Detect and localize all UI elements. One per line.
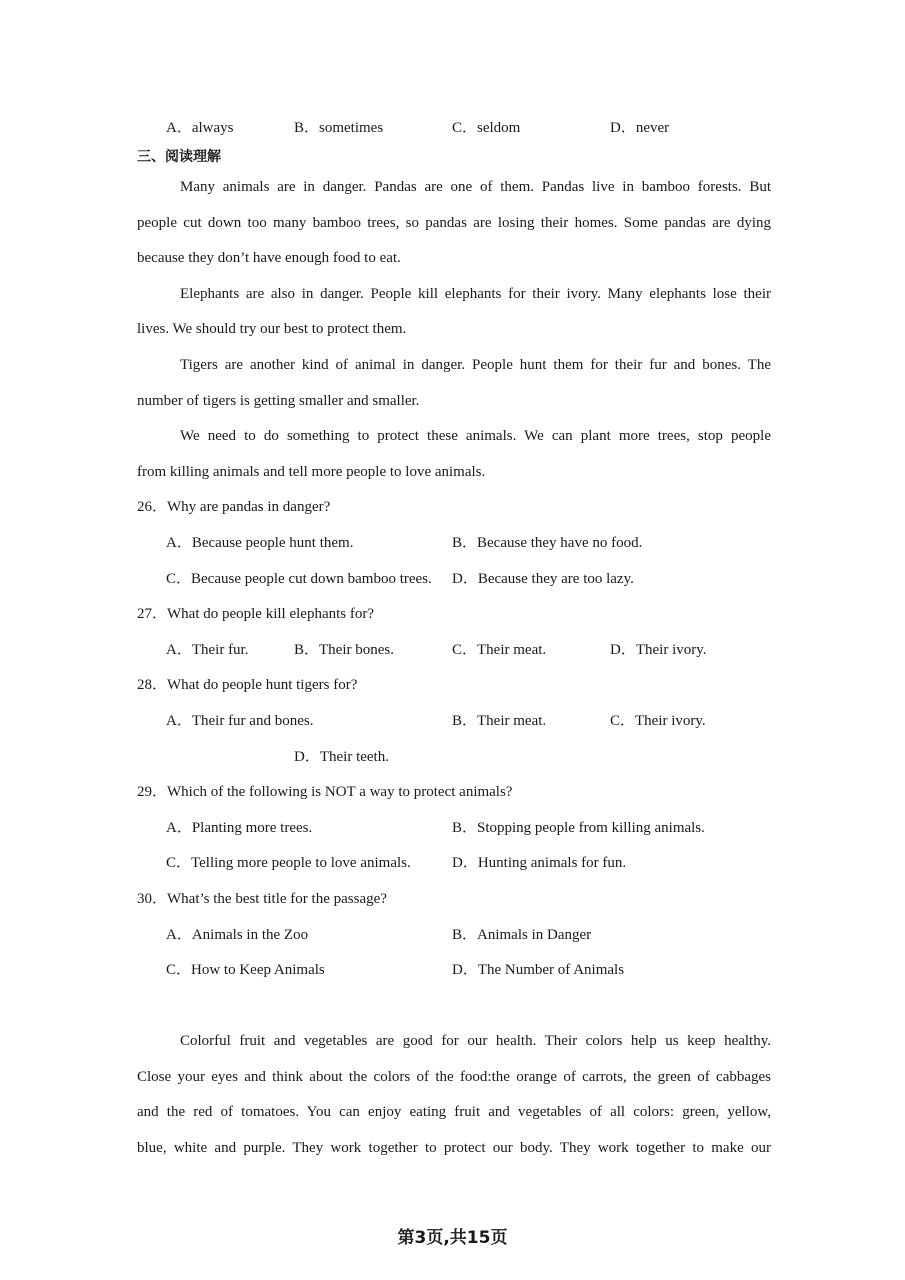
q28-option-a: A．Their fur and bones. bbox=[166, 713, 314, 729]
q26-option-a: A．Because people hunt them. bbox=[166, 535, 354, 551]
q29-option-a: A．Planting more trees. bbox=[166, 820, 313, 836]
page-number-footer: 第3页,共15页 bbox=[397, 1228, 508, 1248]
q25-option-a: A．always bbox=[166, 120, 234, 136]
q29-stem: 29．Which of the following is NOT a way to protect animals? bbox=[137, 784, 513, 800]
passage1-p3-line2: number of tigers is getting smaller and smaller. bbox=[137, 393, 420, 409]
passage1-p4-line1: We need to do something to protect these animals. We can plant more trees, stop people bbox=[180, 428, 771, 444]
q25-option-b: B．sometimes bbox=[294, 120, 384, 136]
passage1-p4-line2: from killing animals and tell more people to love animals. bbox=[137, 464, 486, 480]
q29-option-c: C．Telling more people to love animals. bbox=[166, 855, 411, 871]
q26-option-b: B．Because they have no food. bbox=[452, 535, 643, 551]
q30-option-b: B．Animals in Danger bbox=[452, 927, 592, 943]
q29-option-b: B．Stopping people from killing animals. bbox=[452, 820, 705, 836]
passage2-line3: and the red of tomatoes. You can enjoy eating fruit and vegetables of all colors: green, yellow, bbox=[137, 1104, 771, 1120]
q29-option-d: D．Hunting animals for fun. bbox=[452, 855, 627, 871]
q28-stem: 28．What do people hunt tigers for? bbox=[137, 677, 358, 693]
passage1-p2-line1: Elephants are also in danger. People kill elephants for their ivory. Many elephants lose their bbox=[180, 286, 771, 302]
q27-option-d: D．Their ivory. bbox=[610, 642, 707, 658]
passage1-p1-line2: people cut down too many bamboo trees, so pandas are losing their homes. Some pandas are dying bbox=[137, 215, 771, 231]
passage1-p3-line1: Tigers are another kind of animal in danger. People hunt them for their fur and bones. The bbox=[180, 357, 771, 373]
q25-option-c: C．seldom bbox=[452, 120, 521, 136]
q26-option-c: C．Because people cut down bamboo trees. bbox=[166, 571, 432, 587]
q30-option-c: C．How to Keep Animals bbox=[166, 962, 325, 978]
passage1-p1-line3: because they don’t have enough food to eat. bbox=[137, 250, 401, 266]
q30-option-d: D．The Number of Animals bbox=[452, 962, 625, 978]
q25-option-d: D．never bbox=[610, 120, 670, 136]
q27-option-b: B．Their bones. bbox=[294, 642, 394, 658]
q27-stem: 27．What do people kill elephants for? bbox=[137, 606, 375, 622]
q26-option-d: D．Because they are too lazy. bbox=[452, 571, 634, 587]
q27-option-a: A．Their fur. bbox=[166, 642, 249, 658]
q30-option-a: A．Animals in the Zoo bbox=[166, 927, 309, 943]
passage1-p2-line2: lives. We should try our best to protect them. bbox=[137, 321, 407, 337]
passage2-line4: blue, white and purple. They work together to protect our body. They work together to make our bbox=[137, 1140, 771, 1156]
q26-stem: 26．Why are pandas in danger? bbox=[137, 499, 331, 515]
q30-stem: 30．What’s the best title for the passage? bbox=[137, 891, 387, 907]
passage2-line1: Colorful fruit and vegetables are good for our health. Their colors help us keep healthy. bbox=[180, 1033, 771, 1049]
passage2-line2: Close your eyes and think about the colors of the food:the orange of carrots, the green of cabbages bbox=[137, 1069, 771, 1085]
q28-option-d: D．Their teeth. bbox=[294, 749, 389, 765]
passage1-p1-line1: Many animals are in danger. Pandas are one of them. Pandas live in bamboo forests. But bbox=[180, 179, 771, 195]
q28-option-c: C．Their ivory. bbox=[610, 713, 706, 729]
q27-option-c: C．Their meat. bbox=[452, 642, 547, 658]
q28-option-b: B．Their meat. bbox=[452, 713, 547, 729]
section-title: 三、阅读理解 bbox=[137, 149, 221, 165]
